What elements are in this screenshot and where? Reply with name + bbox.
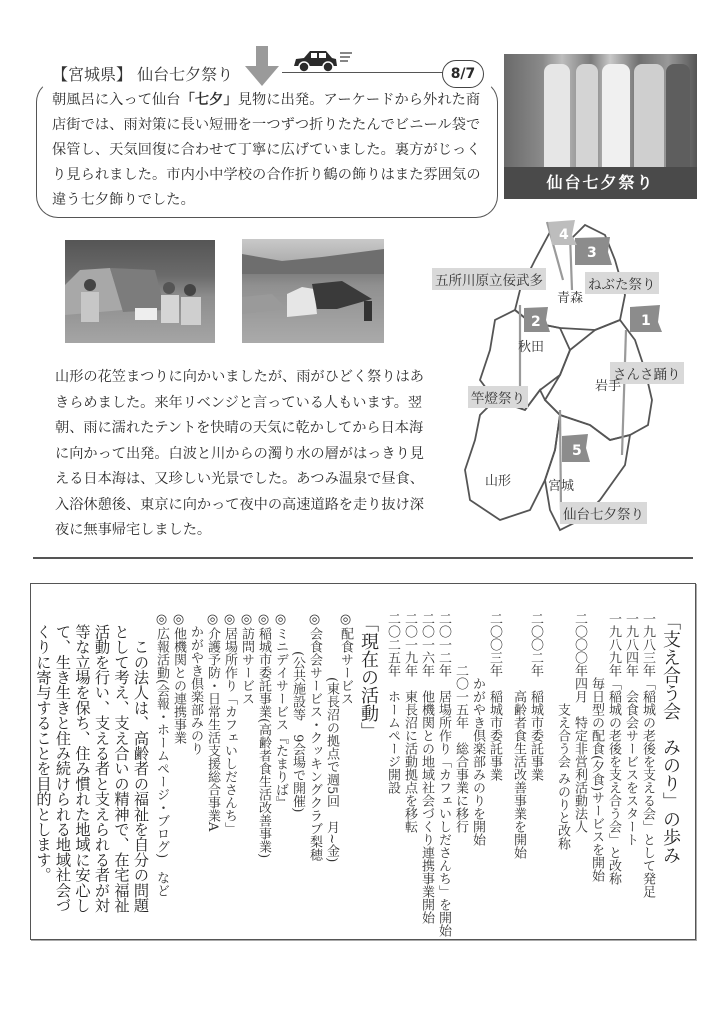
- history-entry: 一九八九年「稲城の老後を支え合う会」と改称: [606, 612, 621, 885]
- activity-item: ◎配食サービス: [338, 612, 353, 705]
- tanabata-photo: [504, 54, 697, 199]
- trip-heading: 【宮城県】 仙台七夕祭り: [52, 65, 234, 84]
- activity-item: ◎訪問サービス: [239, 612, 254, 705]
- history-entry: 二〇〇三年 稲城市委託事業: [487, 612, 502, 781]
- flag-number: 4: [559, 227, 569, 243]
- festival-label-sansa: さんさ踊り: [610, 362, 684, 384]
- history-entry: 一九八四年 会食会サービスをスタート: [623, 612, 638, 846]
- tanabata-emphasis: 「七夕」: [180, 92, 238, 108]
- sendai-text-before: 朝風呂に入って仙台: [52, 92, 181, 108]
- date-badge: 8/7: [442, 60, 484, 88]
- prefecture-label-iwate: 岩手: [595, 379, 622, 394]
- prefecture-label-miyagi: 宮城: [548, 479, 575, 494]
- sendai-text-after: 見物に出発。アーケードから外れた商店街では、雨対策に長い短冊を一つずつ折りたたんでビニール袋で保管し、天気回復に合わせて丁寧に広げていました。裏方がじっくり見られました。市内小中学校の合作折り鶴の飾りはまた雰囲気の違う七夕飾りでした。: [52, 92, 481, 208]
- flag-number: 5: [572, 443, 582, 459]
- history-entry: 二〇一五年 総合事業に移行: [453, 612, 468, 833]
- activity-item: ◎広報活動(会報・ホームページ・ブログ) など: [154, 612, 169, 898]
- yamagata-paragraph: 山形の花笠まつりに向かいましたが、雨がひどく祭りはあきらめました。来年リベンジと言っている人もいます。翌朝、雨に濡れたテントを快晴の天気に乾かしてから日本海に向かって出発。白波と川からの濁り水の層がはっきり見える日本海は、又珍しい光景でした。あつみ温泉で昼食、入浴休憩後、東京に向かって夜中の高速道路を走り抜け深夜に無事帰宅しました。: [55, 369, 424, 538]
- section-divider: [33, 557, 693, 559]
- activity-item: (東長沼の拠点で週5回 月~金): [324, 612, 339, 863]
- prefecture-label-akita: 秋田: [518, 340, 545, 355]
- activity-item: ◎介護予防・日常生活支援総合事業A: [205, 612, 220, 832]
- history-title: 「支え合う会 みのり」の歩み: [660, 612, 681, 864]
- prefecture-label-yamagata: 山形: [485, 474, 512, 489]
- history-entry: 毎日型の配食(夕食)サービスを開始: [589, 612, 604, 883]
- flag-number: 2: [531, 314, 541, 330]
- activity-item: ◎ミニデイサービス『たまりば』: [273, 612, 288, 809]
- activities-title: 「現在の活動」: [358, 614, 379, 740]
- sendai-paragraph: [52, 88, 492, 213]
- campsite-landscape-photo: [242, 239, 384, 343]
- history-entry: 二〇一二年 居場所作り「カフェいしださんち」を開始: [436, 612, 451, 937]
- history-entry: 二〇〇二年 稲城市委託事業: [528, 612, 543, 781]
- history-entry: 一九八三年「稲城の老後を支える会」として発足: [640, 612, 655, 898]
- history-entry: 二〇二五年 ホームページ開設: [385, 612, 400, 794]
- history-entry: 高齢者食生活改善事業を開始: [511, 612, 526, 859]
- history-entry: 二〇〇〇年四月 特定非営利活動法人: [572, 612, 587, 833]
- activity-item: ◎稲城市委託事業(高齢者食生活改善事業): [256, 612, 271, 859]
- history-entry: 二〇一九年 東長沼に活動拠点を移転: [402, 612, 417, 833]
- activity-item: (公共施設等 9会場で開催): [290, 612, 305, 813]
- organization-info-box: [30, 583, 696, 940]
- history-entry: 二〇一六年 他機関との地域社会づくり連携事業開始: [419, 612, 434, 924]
- festival-label-tanabata: 仙台七夕祭り: [560, 502, 647, 524]
- photo-caption: 仙台七夕祭り: [504, 167, 697, 199]
- camp-group-photo: [65, 240, 215, 343]
- car-icon: [290, 48, 354, 74]
- mission-statement: この法人は、高齢者の福祉を自分の問題として考え、支え合いの精神で、在宅福祉活動を行い、支える者と支えられる者が対等な立場を保ち、住み慣れた地域に安心して、生き生きと住み続けられる地域社会づくりに寄与することを目的とします。: [34, 624, 150, 913]
- flag-number: 1: [641, 313, 651, 329]
- prefecture-label-aomori: 青森: [557, 291, 584, 306]
- tohoku-festival-map: [420, 210, 700, 540]
- activity-item: ◎居場所作り「カフェいしださんち」: [222, 612, 237, 835]
- flag-number: 3: [587, 245, 597, 261]
- festival-label-kanto: 竿燈祭り: [468, 386, 528, 408]
- activity-item: かがやき倶楽部みのり: [188, 612, 203, 755]
- header-rule: [282, 72, 444, 73]
- history-entry: 支え合う会 みのりと改称: [555, 612, 570, 851]
- activity-item: ◎他機関との連携事業: [171, 612, 186, 744]
- festival-label-nebuta: ねぶた祭り: [585, 272, 659, 294]
- history-entry: かがやき倶楽部みのりを開始: [470, 612, 485, 846]
- festival-label-tachineputa: 五所川原立佞武多: [432, 268, 546, 290]
- activity-item: ◎会食会サービス・クッキングクラブ梨穂: [307, 612, 322, 861]
